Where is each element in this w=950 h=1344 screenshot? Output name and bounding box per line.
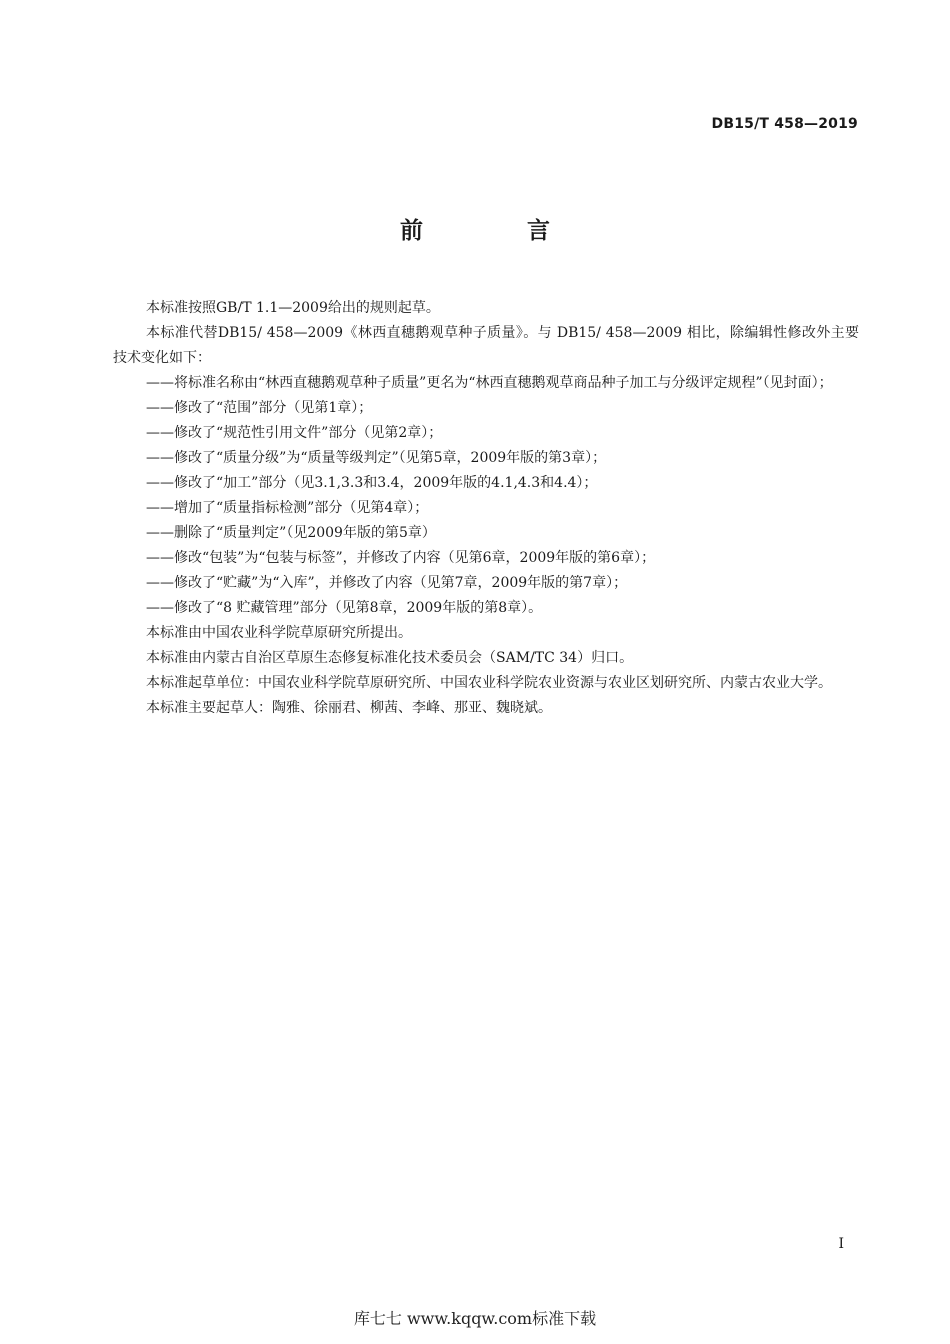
page-title: 前 言: [399, 218, 598, 244]
foreword-body: [113, 296, 859, 721]
paragraph: 本标准主要起草人：陶雅、徐丽君、柳茜、李峰、那亚、魏晓斌。: [146, 700, 552, 716]
paragraph: 本标准由中国农业科学院草原研究所提出。: [146, 625, 412, 641]
change-item: ——删除了“质量判定”（见2009年版的第5章）: [146, 525, 436, 541]
change-item: ——修改了“范围”部分（见第1章）；: [146, 400, 373, 416]
paragraph: 本标准起草单位：中国农业科学院草原研究所、中国农业科学院农业资源与农业区划研究所、内蒙古农业大学。: [146, 675, 832, 691]
paragraph: 本标准按照GB/T 1.1—2009给出的规则起草。: [146, 300, 440, 316]
page-number: I: [838, 1236, 844, 1252]
change-item: ——修改了“贮藏”为“入库”，并修改了内容（见第7章，2009年版的第7章）；: [146, 575, 628, 591]
change-item: ——修改了“质量分级”为“质量等级判定”（见第5章，2009年版的第3章）；: [146, 450, 607, 466]
paragraph: 本标准由内蒙古自治区草原生态修复标准化技术委员会（SAM/TC 34）归口。: [146, 650, 634, 666]
change-item: ——修改了“8 贮藏管理”部分（见第8章，2009年版的第8章）。: [146, 600, 543, 616]
change-item: ——修改了“规范性引用文件”部分（见第2章）；: [146, 425, 443, 441]
standard-code: DB15/T 458—2019: [711, 116, 858, 132]
change-item: ——增加了“质量指标检测”部分（见第4章）；: [146, 500, 429, 516]
paragraph: 本标准代替DB15/ 458—2009《林西直穗鹅观草种子质量》。与 DB15/ 458—2009 相比，除编辑性修改外主要技术变化如下：: [113, 325, 859, 366]
change-item: ——修改“包装”为“包装与标签”，并修改了内容（见第6章，2009年版的第6章）；: [146, 550, 656, 566]
change-item: ——修改了“加工”部分（见3.1,3.3和3.4，2009年版的4.1,4.3和4.4）；: [146, 475, 598, 491]
footer-watermark: 库七七 www.kqqw.com标准下载: [353, 1309, 597, 1328]
change-item: ——将标准名称由“林西直穗鹅观草种子质量”更名为“林西直穗鹅观草商品种子加工与分级评定规程”（见封面）；: [146, 375, 833, 391]
